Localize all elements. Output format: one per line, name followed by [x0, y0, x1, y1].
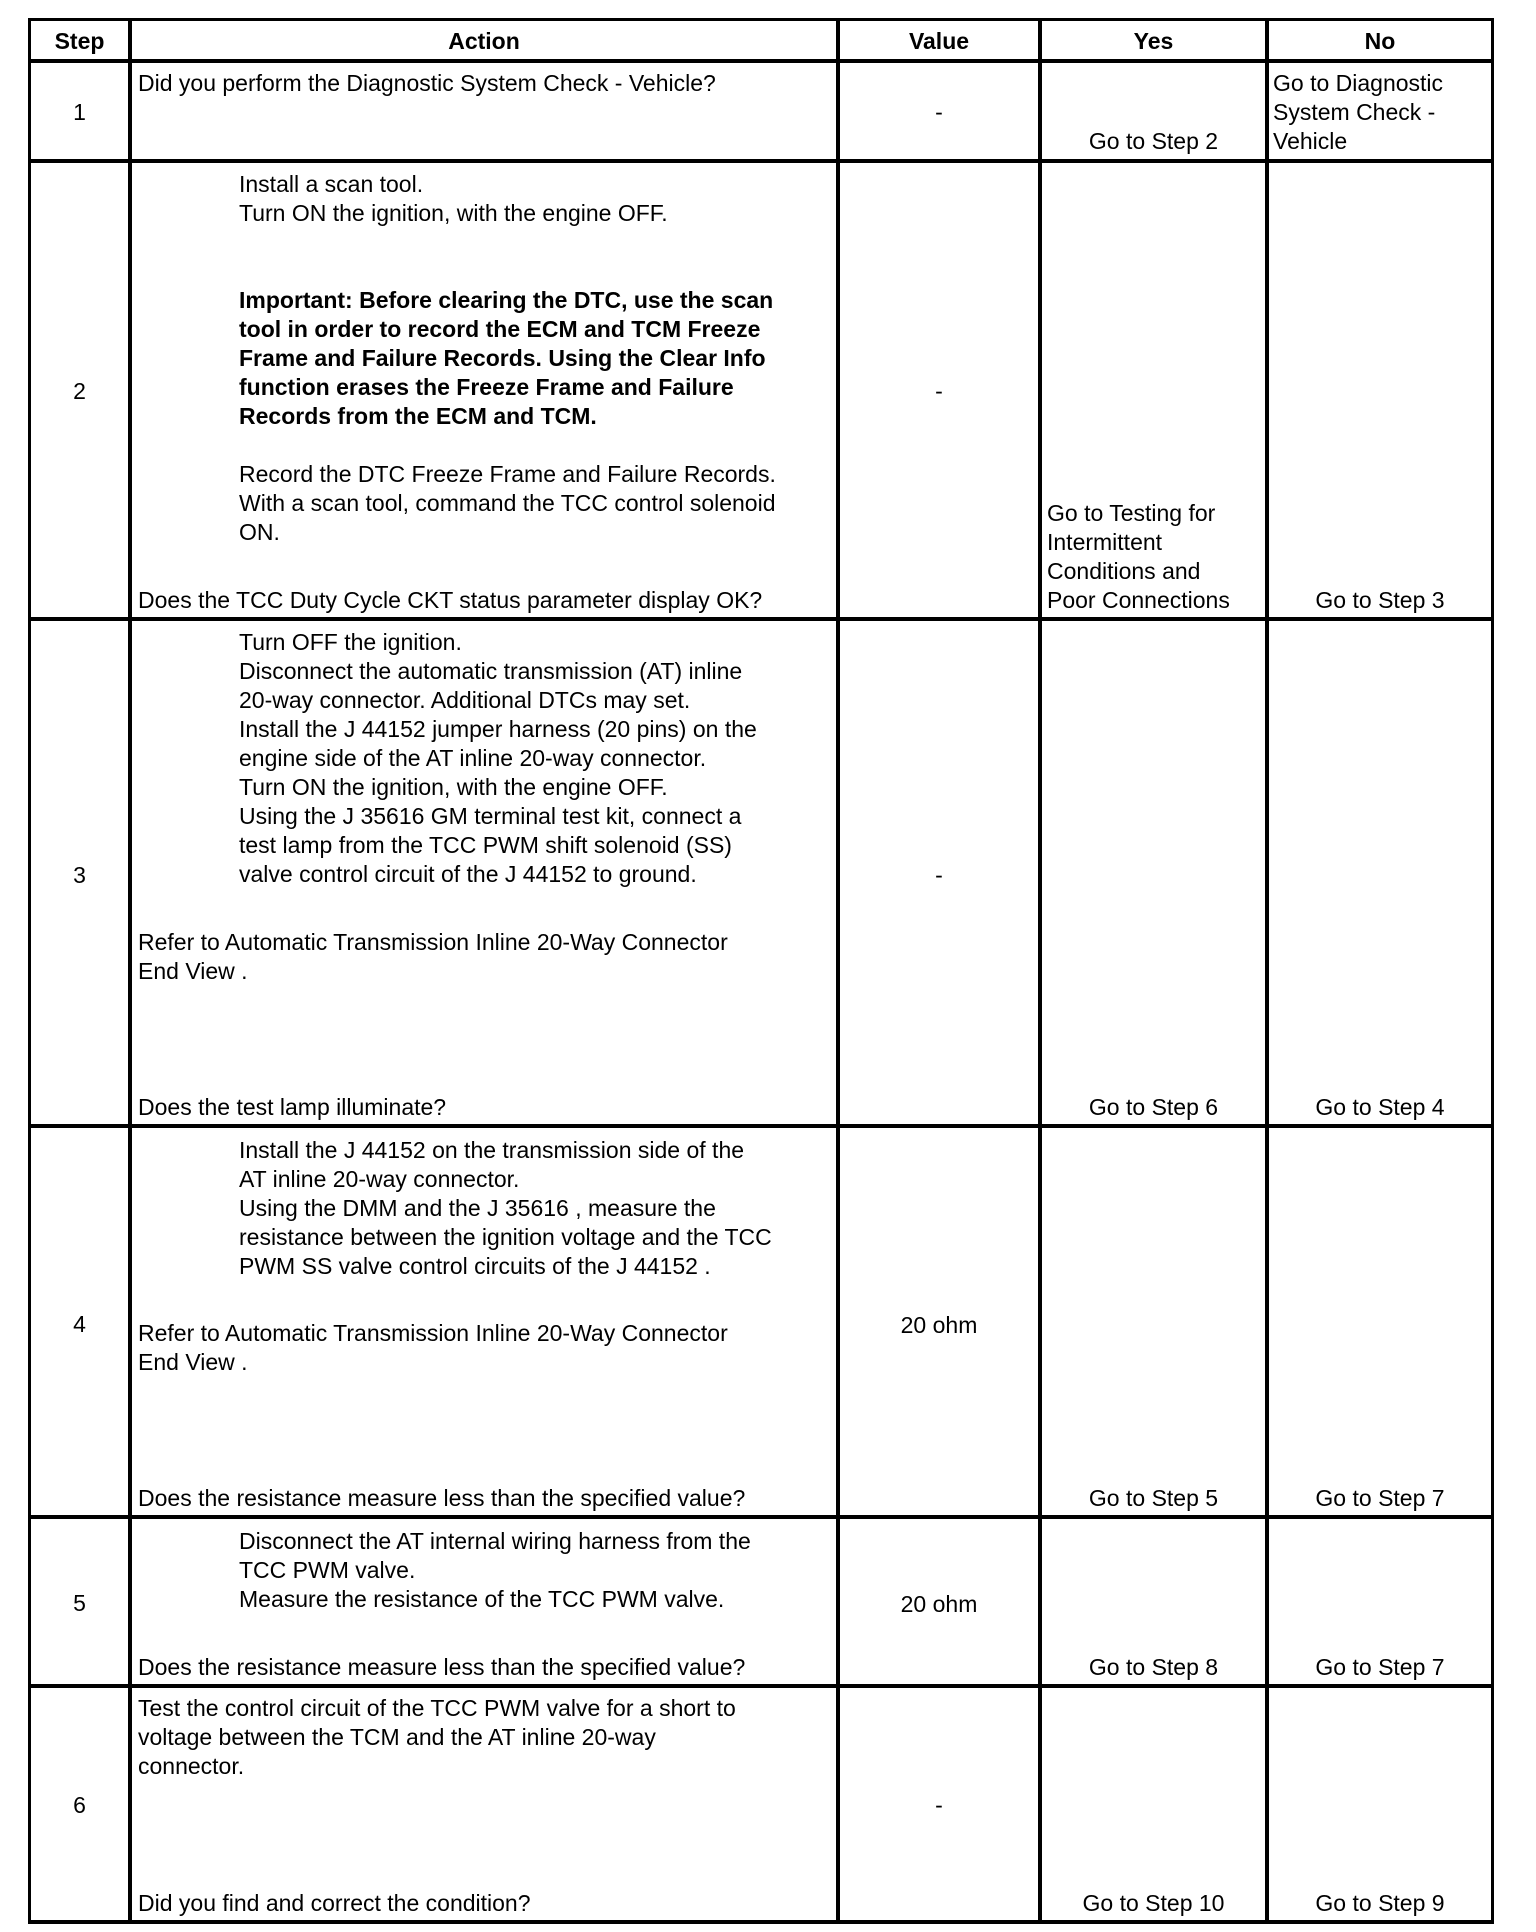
yes-link[interactable]: Go to Step 2 — [1088, 128, 1219, 154]
value-text: 20 ohm — [900, 1591, 978, 1617]
no-link[interactable]: Go to Step 9 — [1315, 1890, 1445, 1916]
yes-link[interactable]: Go to Step 5 — [1088, 1485, 1219, 1511]
table-rule — [28, 18, 31, 1924]
action-text: Did you perform the Diagnostic System Check - Vehicle? — [138, 70, 716, 96]
yes-link[interactable]: Go to Testing for Intermittent Conditions and Poor Connections — [1047, 500, 1230, 613]
table-rule — [1265, 18, 1269, 1924]
yes-link[interactable]: Go to Step 10 — [1082, 1890, 1225, 1916]
important-note: Important: Before clearing the DTC, use the scan tool in order to record the ECM and TCM Freeze Frame and Failure Records. Using the Clear Info function erases the Freeze Frame and Failure Records from the ECM and TCM. — [239, 287, 774, 429]
yes-link[interactable]: Go to Step 8 — [1088, 1654, 1219, 1680]
table-rule — [28, 159, 1494, 163]
table-rule — [28, 59, 1494, 63]
header-value: Value — [908, 28, 970, 54]
yes-link[interactable]: Go to Step 6 — [1088, 1094, 1219, 1120]
table-rule — [28, 1515, 1494, 1519]
step-number: 2 — [73, 378, 86, 404]
table-rule — [836, 18, 840, 1924]
header-step: Step — [54, 28, 105, 54]
table-rule — [28, 617, 1494, 621]
value-text: - — [935, 99, 943, 125]
action-substep: Install a scan tool. Turn ON the ignition, with the engine OFF. — [239, 171, 668, 226]
action-question: Does the resistance measure less than the specified value? — [138, 1654, 746, 1680]
no-link[interactable]: Go to Diagnostic System Check - Vehicle — [1273, 70, 1444, 154]
action-question: Does the test lamp illuminate? — [138, 1094, 447, 1120]
no-link[interactable]: Go to Step 4 — [1315, 1094, 1445, 1120]
action-refer: Refer to Automatic Transmission Inline 20-Way Connector End View . — [138, 1320, 728, 1375]
action-question: Does the resistance measure less than the specified value? — [138, 1485, 746, 1511]
table-rule — [28, 1920, 1494, 1924]
step-number: 1 — [73, 99, 86, 125]
value-text: - — [935, 862, 943, 888]
value-text: - — [935, 1792, 943, 1818]
table-rule — [1491, 18, 1494, 1924]
action-question: Does the TCC Duty Cycle CKT status parameter display OK? — [138, 587, 763, 613]
step-number: 6 — [73, 1792, 86, 1818]
action-substep: Install the J 44152 on the transmission side of the AT inline 20-way connector. Using the DMM and the J 35616 , measure the resistance between the ignition voltage and the TCC PWM SS valve control circuits of the J 44152 . — [239, 1137, 772, 1279]
action-substep: Turn OFF the ignition. Disconnect the automatic transmission (AT) inline 20-way connector. Additional DTCs may set. Install the J 44152 jumper harness (20 pins) on the engine side of the AT inline 20-way connector. Turn ON the ignition, with the engine OFF. Using the J 35616 GM terminal test kit, connect a test lamp from the TCC PWM shift solenoid (SS) valve control circuit of the J 44152 to ground. — [239, 629, 757, 887]
table-rule — [28, 1684, 1494, 1688]
header-no: No — [1364, 28, 1396, 54]
value-text: - — [935, 378, 943, 404]
no-link[interactable]: Go to Step 7 — [1315, 1485, 1445, 1511]
table-rule — [28, 1124, 1494, 1128]
action-question: Did you find and correct the condition? — [138, 1890, 531, 1916]
step-number: 4 — [73, 1311, 86, 1337]
no-link[interactable]: Go to Step 3 — [1315, 587, 1445, 613]
step-number: 5 — [73, 1590, 86, 1616]
table-rule — [128, 18, 132, 1924]
action-substep: Disconnect the AT internal wiring harness from the TCC PWM valve. Measure the resistance of the TCC PWM valve. — [239, 1528, 751, 1612]
action-substep: Record the DTC Freeze Frame and Failure Records. With a scan tool, command the TCC control solenoid ON. — [239, 461, 776, 545]
no-link[interactable]: Go to Step 7 — [1315, 1654, 1445, 1680]
header-action: Action — [448, 28, 520, 54]
table-rule — [28, 18, 1494, 21]
action-refer: Refer to Automatic Transmission Inline 20-Way Connector End View . — [138, 929, 728, 984]
table-rule — [1038, 18, 1042, 1924]
value-text: 20 ohm — [900, 1312, 978, 1338]
step-number: 3 — [73, 862, 86, 888]
header-yes: Yes — [1133, 28, 1174, 54]
action-substep: Test the control circuit of the TCC PWM valve for a short to voltage between the TCM and the AT inline 20-way connector. — [138, 1695, 736, 1779]
